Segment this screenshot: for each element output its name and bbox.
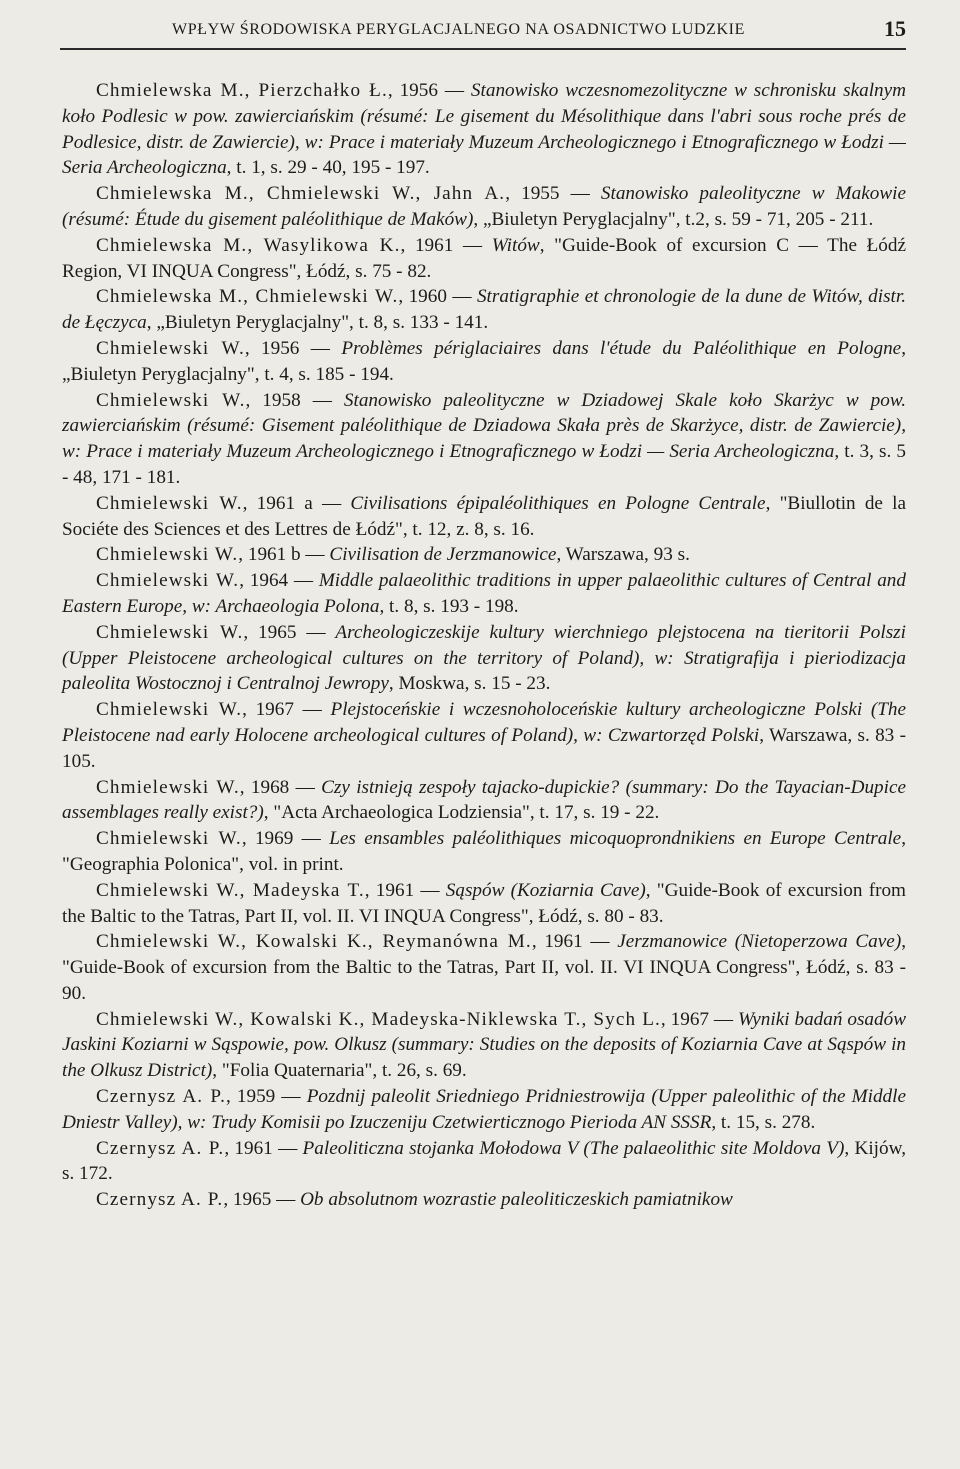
reference-source: , "Guide-Book of excursion from the Baltic to the Tatras, Part II, vol. II. VI INQUA Congress", Łódź, s. 80 - 83. [62, 879, 906, 927]
reference-author: Chmielewski W., Madeyska T. [96, 879, 365, 901]
reference-entry [62, 78, 906, 181]
reference-year: , 1961 — [400, 234, 492, 256]
reference-entry [62, 388, 906, 491]
bibliography-list [62, 78, 906, 1213]
reference-source: , Kijów, s. 172. [62, 1137, 906, 1185]
reference-title: Civilisation de Jerzmanowice [329, 544, 557, 566]
reference-title: Stanowisko wczesnomezolityczne w schronisku skalnym koło Podlesic w pow. zawierciańskim (résumé: Le gisement du Mésolithique dans l'abri sous roche prés de Podlesice, distr. de Zawiercie), w: Prace i materiały Muzeum Archeologicznego i Etnograficznego w Łodzi — Seria Archeologiczna [62, 80, 907, 179]
reference-entry [62, 233, 906, 285]
reference-author: Chmielewski W. [96, 699, 243, 721]
reference-title: Stanowisko paleolityczne w Makowie (résumé: Étude du gisement paléolithique de Maków) [62, 183, 907, 230]
reference-author: Chmielewski W. [96, 621, 244, 643]
reference-entry [62, 336, 906, 388]
reference-author: Chmielewski W. [96, 776, 240, 798]
reference-title: Problèmes périglaciaires dans l'étude du Paléolithique en Pologne [341, 337, 902, 359]
reference-year: , 1961 b — [238, 544, 330, 566]
reference-year: , 1961 — [364, 879, 446, 901]
reference-entry [62, 181, 906, 233]
page-number: 15 [884, 16, 906, 41]
reference-year: , 1967 — [660, 1008, 739, 1030]
reference-author: Czernysz A. P. [96, 1189, 224, 1211]
reference-author: Chmielewski W. [96, 828, 242, 850]
reference-entry [62, 542, 906, 568]
reference-title: Witów [491, 234, 540, 256]
reference-entry [62, 620, 906, 697]
reference-year: , 1961 a — [242, 492, 351, 514]
reference-source: , Warszawa, 93 s. [556, 544, 690, 566]
reference-title: Civilisations épipaléolithiques en Pologne Centrale [350, 492, 766, 514]
reference-title: Plejstoceńskie i wczesnoholoceńskie kultury archeologiczne Polski (The Pleistocene nad early Holocene archeological cultures of Poland), w: Czwartorzęd Polski [62, 699, 907, 746]
reference-entry [62, 775, 906, 827]
reference-author: Chmielewska M., Chmielewski W. [96, 286, 399, 308]
reference-source: , „Biuletyn Peryglacjalny", t. 4, s. 185 - 194. [62, 337, 906, 385]
reference-source: , t. 1, s. 29 - 40, 195 - 197. [226, 157, 430, 179]
reference-author: Chmielewski W. [96, 492, 243, 514]
reference-year: , 1961 — [531, 931, 618, 953]
reference-entry [62, 697, 906, 774]
reference-year: , 1967 — [242, 699, 331, 721]
reference-year: , 1965 — [243, 621, 336, 643]
reference-source: , „Biuletyn Peryglacjalny", t.2, s. 59 - 71, 205 - 211. [473, 208, 874, 230]
reference-entry [62, 1136, 906, 1188]
reference-author: Chmielewski W., Kowalski K., Madeyska-Niklewska T., Sych L. [96, 1008, 661, 1030]
reference-year: , 1969 — [241, 828, 330, 850]
reference-year: , 1959 — [225, 1086, 307, 1108]
reference-author: Chmielewska M., Chmielewski W., Jahn A. [96, 183, 506, 205]
reference-source: , t. 8, s. 193 - 198. [379, 595, 519, 617]
reference-title: Middle palaeolithic traditions in upper palaeolithic cultures of Central and Eastern Europe, w: Archaeologia Polona [62, 570, 906, 617]
reference-author: Chmielewski W., Kowalski K., Reymanówna M. [96, 931, 532, 953]
reference-title: Les ensambles paléolithiques micoquoprondnikiens en Europe Centrale [329, 828, 902, 850]
reference-entry [62, 826, 906, 878]
reference-title: Paleoliticzna stojanka Mołodowa V (The palaeolithic site Moldova V) [302, 1137, 845, 1159]
reference-title: Stanowisko paleolityczne w Dziadowej Skale koło Skarżyc w pow. zawierciańskim (résumé: Gisement paléolithique de Dziadowa Skała près de Skarżyce, distr. de Zawiercie), w: Prace i materiały Muzeum Archeologicznego i Etnograficznego w Łodzi — Seria Archeologiczna [62, 389, 906, 463]
reference-year: , 1958 — [245, 389, 344, 411]
reference-entry [62, 491, 906, 543]
reference-source: , Warszawa, s. 83 - 105. [62, 724, 906, 772]
reference-author: Chmielewski W. [96, 570, 240, 592]
reference-year: , 1960 — [398, 286, 477, 308]
reference-year: , 1956 — [244, 337, 342, 359]
reference-entry [62, 284, 906, 336]
reference-year: , 1968 — [239, 776, 322, 798]
reference-author: Chmielewski W. [96, 389, 246, 411]
reference-title: Archeologiczeskije kultury wierchniego plejstocena na tieritorii Polszi (Upper Pleistocene archeological cultures on the territory of Poland), w: Stratigrafija i pieriodizacja paleolita Wostocznoj i Centralnoj Jewropy [62, 621, 906, 695]
reference-year: , 1955 — [505, 183, 601, 205]
reference-entry [62, 1007, 906, 1084]
reference-source: , Moskwa, s. 15 - 23. [388, 673, 551, 695]
reference-entry [62, 1187, 906, 1213]
reference-entry [62, 878, 906, 930]
reference-author: Chmielewska M., Wasylikowa K. [96, 234, 401, 256]
reference-source: , „Biuletyn Peryglacjalny", t. 8, s. 133 - 141. [146, 312, 489, 334]
reference-entry [62, 1084, 906, 1136]
reference-title: Jerzmanowice (Nietoperzowa Cave) [617, 931, 902, 953]
reference-source: , "Biullotin de la Sociéte des Sciences et des Lettres de Łódź", t. 12, z. 8, s. 16. [62, 492, 906, 540]
reference-author: Chmielewski W. [96, 337, 245, 359]
reference-year: , 1964 — [239, 570, 319, 592]
running-header [60, 14, 906, 50]
reference-source: , "Acta Archaeologica Lodziensia", t. 17, s. 19 - 22. [263, 802, 660, 824]
reference-author: Chmielewski W. [96, 544, 239, 566]
reference-title: Pozdnij paleolit Sriedniego Pridniestrowija (Upper paleolithic of the Middle Dniestr Valley), w: Trudy Komisii po Izuczeniju Czetwierticznogo Pierioda AN SSSR [62, 1086, 906, 1133]
reference-title: Ob absolutnom wozrastie paleoliticzeskich pamiatnikow [300, 1189, 733, 1211]
reference-entry [62, 929, 906, 1006]
reference-source: , t. 15, s. 278. [711, 1111, 816, 1133]
reference-source: , "Guide-Book of excursion from the Baltic to the Tatras, Part II, vol. II. VI INQUA Congress", Łódź, s. 83 - 90. [62, 931, 907, 1004]
running-title: WPŁYW ŚRODOWISKA PERYGLACJALNEGO NA OSADNICTWO LUDZKIE [172, 21, 745, 38]
reference-author: Chmielewska M., Pierzchałko Ł. [96, 80, 388, 101]
reference-year: , 1956 — [387, 80, 471, 101]
reference-entry [62, 568, 906, 620]
reference-author: Czernysz A. P. [96, 1137, 225, 1159]
reference-source: , "Geographia Polonica", vol. in print. [62, 828, 906, 875]
reference-source: , "Guide-Book of excursion C — The Łódź Region, VI INQUA Congress", Łódź, s. 75 - 82. [62, 234, 907, 282]
reference-title: Sąspów (Koziarnia Cave) [445, 879, 646, 901]
reference-title: Stratigraphie et chronologie de la dune de Witów, distr. de Łęczyca [62, 286, 907, 334]
reference-title: Wyniki badań osadów Jaskini Koziarni w Sąspowie, pow. Olkusz (summary: Studies on the deposits of Koziarnia Cave at Sąspów in the Olkusz District) [62, 1008, 907, 1082]
reference-title: Czy istnieją zespoły tajacko-dupickie? (summary: Do the Tayacian-Dupice assemblages really exist?) [62, 776, 906, 824]
reference-source: , "Folia Quaternaria", t. 26, s. 69. [212, 1060, 467, 1082]
reference-author: Czernysz A. P. [96, 1086, 226, 1108]
reference-source: , t. 3, s. 5 - 48, 171 - 181. [62, 441, 906, 488]
reference-year: , 1965 — [223, 1189, 301, 1211]
reference-year: , 1961 — [224, 1137, 303, 1159]
